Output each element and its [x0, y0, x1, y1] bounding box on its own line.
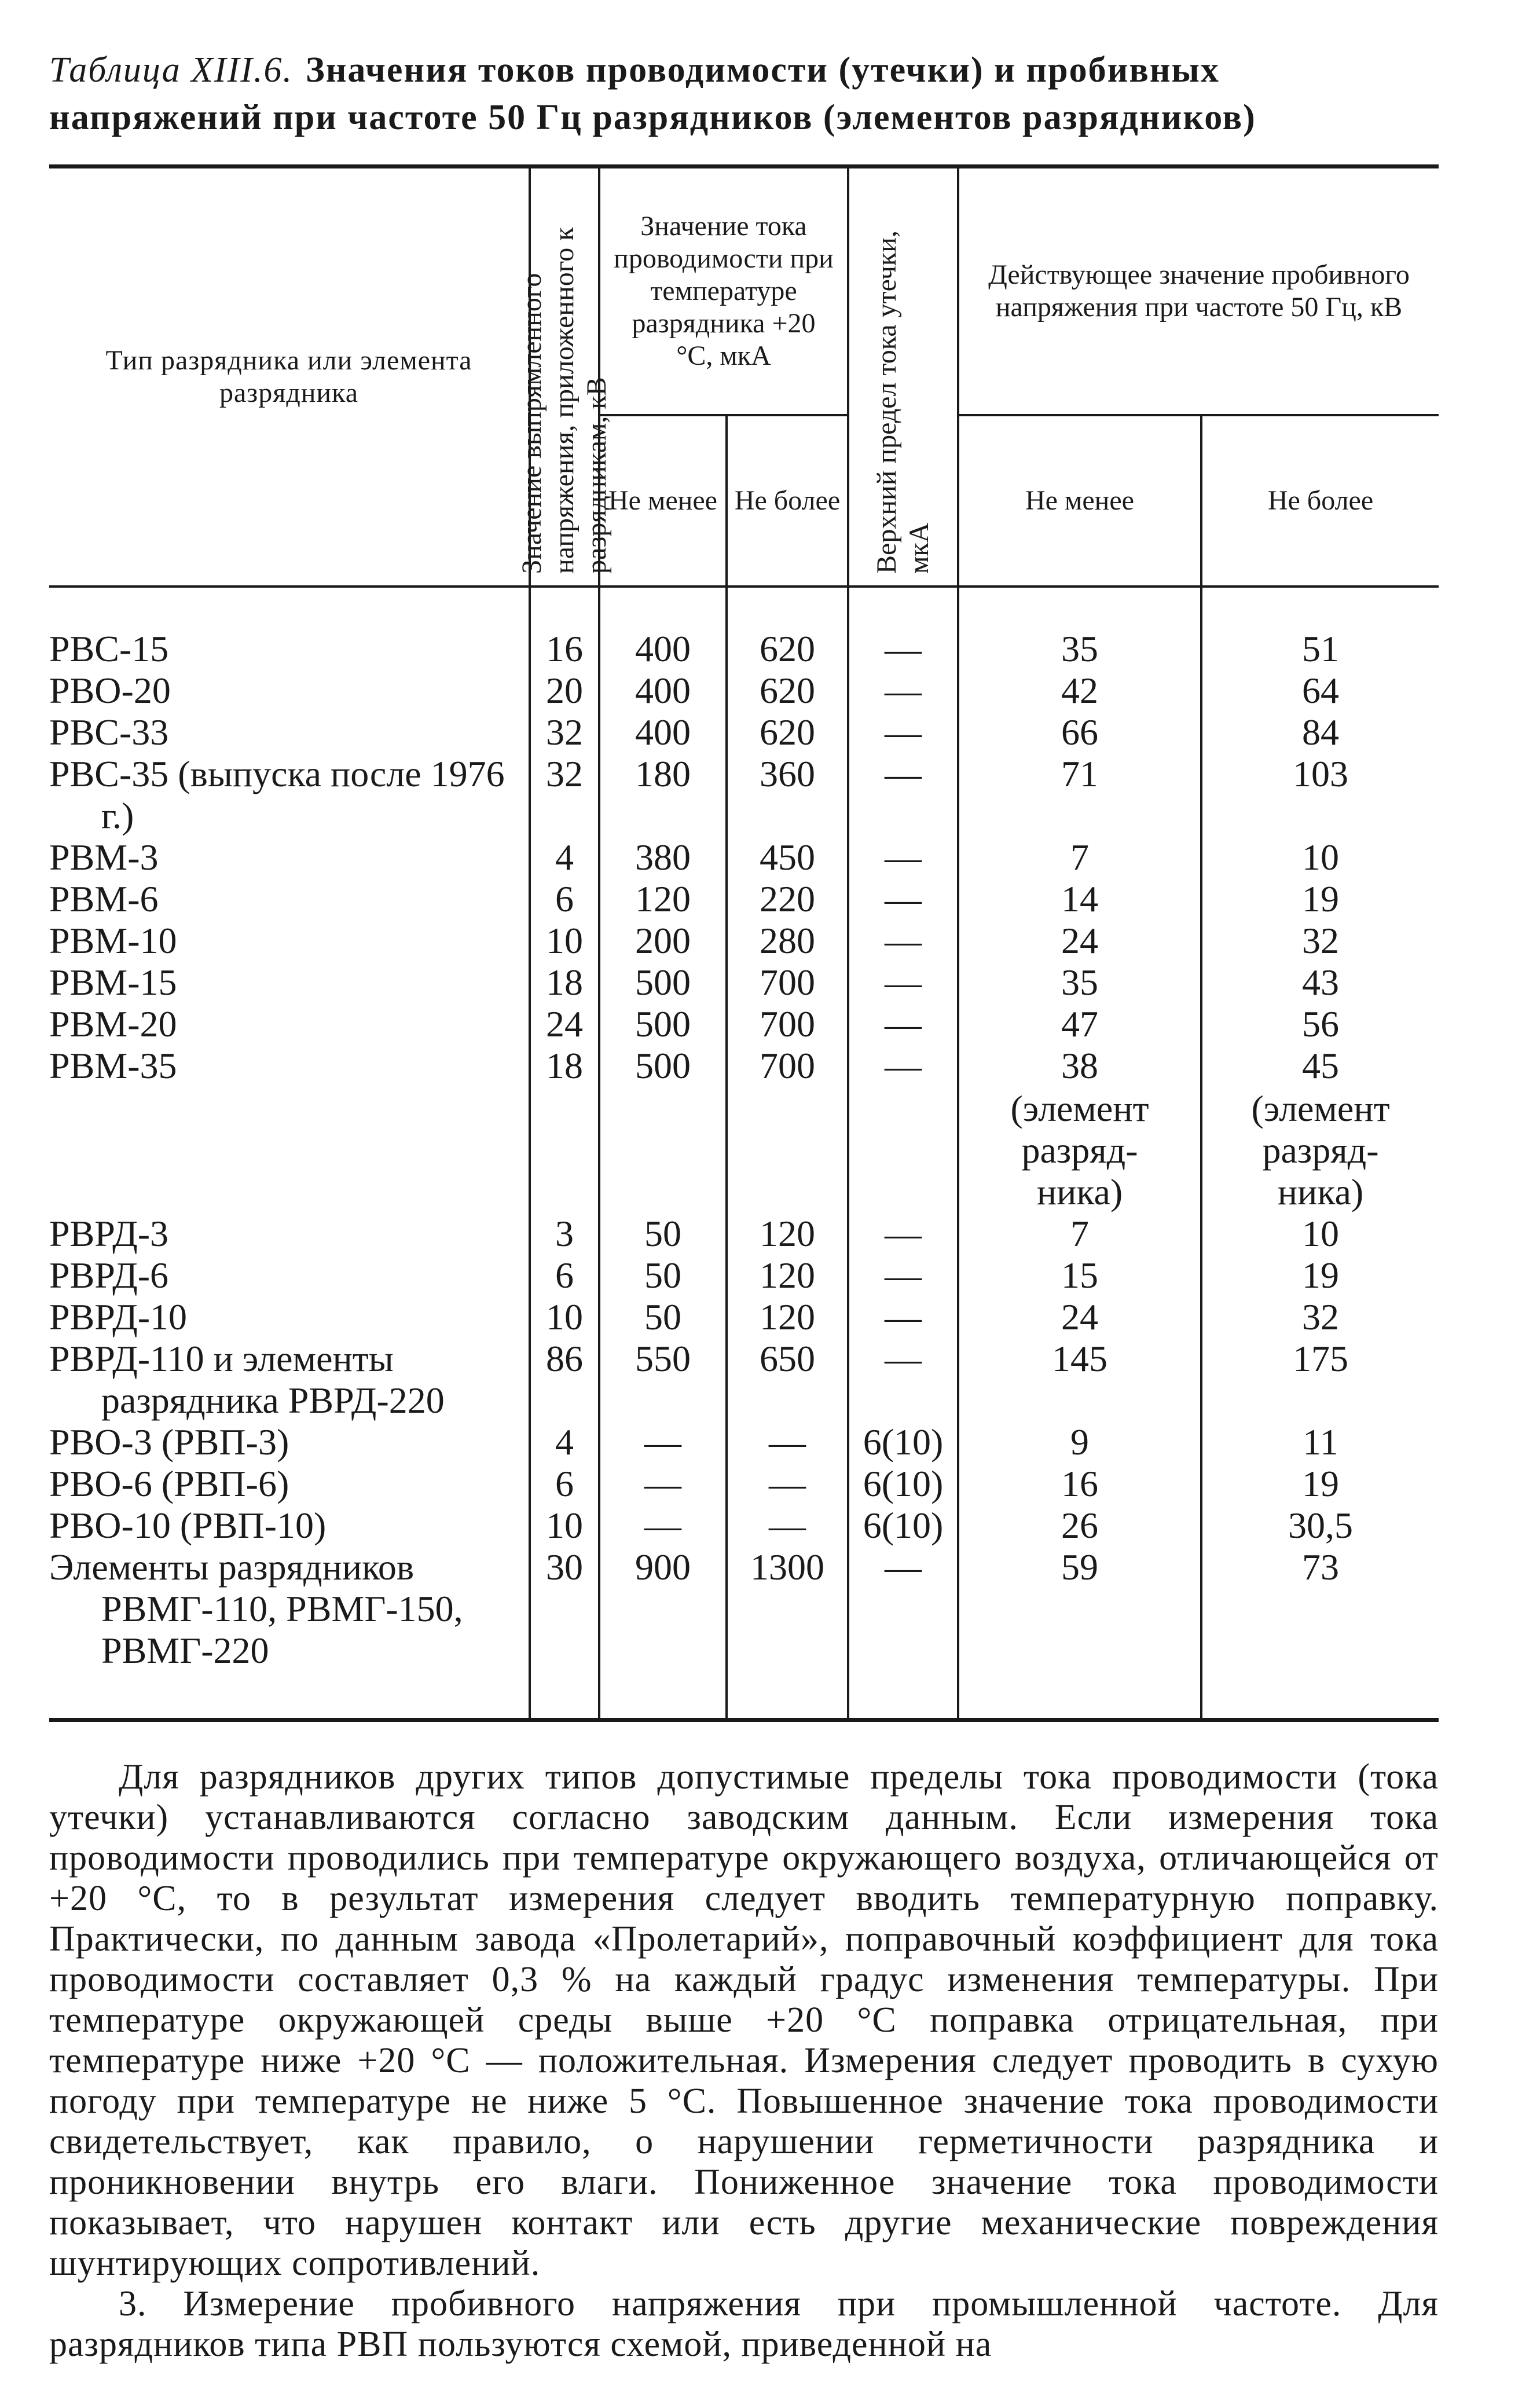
cell-value: —: [885, 670, 922, 711]
cell-voltage: [530, 837, 599, 878]
cell-breakdown-min: [958, 1045, 1201, 1213]
cell-value: 10: [546, 1296, 583, 1337]
table-row: [49, 962, 1439, 1003]
cell-leak-limit: [848, 878, 958, 920]
cell-current-min: [599, 1003, 727, 1045]
cell-current-min: [599, 587, 727, 670]
arrester-type-name: РВМ-15: [49, 962, 177, 1003]
cell-breakdown-max: [1201, 837, 1439, 878]
cell-breakdown-max: [1201, 920, 1439, 962]
cell-voltage: [530, 878, 599, 920]
arrester-type-name: РВО-6 (РВП-6): [49, 1463, 289, 1504]
cell-type: [49, 1045, 530, 1213]
cell-value: 32: [1302, 1296, 1339, 1337]
cell-value: 620: [760, 712, 815, 753]
cell-breakdown-max: [1201, 1255, 1439, 1296]
cell-value: 650: [760, 1338, 815, 1379]
cell-value: —: [644, 1463, 681, 1504]
cell-value: 120: [760, 1213, 815, 1254]
cell-current-min: [599, 878, 727, 920]
cell-value: 47: [1061, 1003, 1098, 1044]
cell-value: 10: [546, 920, 583, 961]
cell-value: 3: [555, 1213, 574, 1254]
arrester-type-name: РВМ-35: [49, 1045, 177, 1086]
cell-value: 9: [1070, 1421, 1089, 1463]
cell-value: 400: [635, 628, 691, 669]
cell-value: 15: [1061, 1255, 1098, 1296]
cell-voltage: [530, 753, 599, 837]
cell-current-max: [727, 1421, 848, 1463]
cell-current-max: [727, 920, 848, 962]
cell-current-max: [727, 1255, 848, 1296]
cell-value: 6: [555, 878, 574, 919]
cell-value: 24: [1061, 1296, 1098, 1337]
cell-voltage: [530, 712, 599, 753]
paragraph: 3. Измерение пробивного напряжения при промышленной частоте. Для разрядников типа РВП пользуются схемой, приведенной на: [49, 2284, 1439, 2364]
cell-current-min: [599, 1213, 727, 1255]
cell-breakdown-max: [1201, 670, 1439, 712]
table-row: [49, 1213, 1439, 1255]
cell-current-max: [727, 1213, 848, 1255]
cell-current-max: [727, 837, 848, 878]
cell-type: [49, 1338, 530, 1421]
cell-leak-limit: [848, 1296, 958, 1338]
cell-leak-limit: [848, 1255, 958, 1296]
cell-value: 7: [1070, 837, 1089, 878]
cell-type: [49, 1296, 530, 1338]
cell-breakdown-min: [958, 1338, 1201, 1421]
cell-value: 30,5: [1288, 1505, 1353, 1546]
arrester-type-name: РВО-10 (РВП-10): [49, 1505, 327, 1546]
cell-voltage: [530, 1546, 599, 1720]
cell-value: 32: [546, 753, 583, 794]
cell-current-max: [727, 712, 848, 753]
cell-value: 6: [555, 1463, 574, 1504]
cell-value: 200: [635, 920, 691, 961]
arrester-type-name: РВРД-6: [49, 1255, 169, 1296]
cell-breakdown-min: [958, 1003, 1201, 1045]
cell-type: [49, 878, 530, 920]
body-text: [49, 1757, 1439, 2365]
cell-type: [49, 753, 530, 837]
cell-current-min: [599, 670, 727, 712]
cell-value: 19: [1302, 1255, 1339, 1296]
cell-value: —: [644, 1505, 681, 1546]
cell-value: 35: [1061, 962, 1098, 1003]
table-number: Таблица XIII.6.: [49, 50, 293, 90]
cell-value: 59: [1061, 1546, 1098, 1588]
cell-current-max: [727, 587, 848, 670]
cell-type: [49, 670, 530, 712]
cell-voltage: [530, 1421, 599, 1463]
arrester-table: [49, 164, 1439, 1722]
cell-type: [49, 712, 530, 753]
cell-current-max: [727, 1463, 848, 1505]
cell-value: 32: [1302, 920, 1339, 961]
cell-value: 400: [635, 670, 691, 711]
cell-value: 175: [1293, 1338, 1348, 1379]
arrester-type-name: РВМ-20: [49, 1003, 177, 1044]
cell-value: —: [885, 1338, 922, 1379]
cell-breakdown-min: [958, 837, 1201, 878]
cell-breakdown-min: [958, 587, 1201, 670]
header-voltage: [516, 167, 612, 587]
cell-value: —: [885, 837, 922, 878]
table-row: [49, 587, 1439, 670]
cell-value: 38: [1061, 1045, 1098, 1086]
cell-breakdown-max: [1201, 1003, 1439, 1045]
cell-breakdown-min: [958, 1463, 1201, 1505]
cell-voltage: [530, 670, 599, 712]
cell-type: [49, 1463, 530, 1505]
cell-value: 550: [635, 1338, 691, 1379]
breakdown-note: (элемент разряд- ника): [1251, 1088, 1390, 1212]
cell-type: [49, 837, 530, 878]
cell-breakdown-min: [958, 1255, 1201, 1296]
cell-value: 180: [635, 753, 691, 794]
arrester-type-name: РВРД-110 и элементы разрядника РВРД-220: [49, 1338, 445, 1421]
table-row: [49, 1505, 1439, 1546]
cell-value: 51: [1302, 628, 1339, 669]
cell-value: 42: [1061, 670, 1098, 711]
cell-value: 400: [635, 712, 691, 753]
cell-breakdown-max: [1201, 878, 1439, 920]
cell-leak-limit: [848, 1003, 958, 1045]
cell-current-min: [599, 1421, 727, 1463]
header-leak-limit-text: Верхний предел тока утечки, мкА: [871, 230, 934, 574]
cell-voltage: [530, 962, 599, 1003]
cell-type: [49, 1255, 530, 1296]
cell-leak-limit: [848, 1421, 958, 1463]
header-current-max: Не более: [727, 415, 848, 587]
cell-value: 700: [760, 1045, 815, 1086]
table-caption: [49, 46, 1439, 141]
table-row: [49, 878, 1439, 920]
cell-value: 11: [1303, 1421, 1338, 1463]
cell-value: 26: [1061, 1505, 1098, 1546]
cell-leak-limit: [848, 670, 958, 712]
table-row: [49, 1003, 1439, 1045]
cell-leak-limit: [848, 712, 958, 753]
cell-breakdown-max: [1201, 753, 1439, 837]
header-breakdown-max: Не более: [1201, 415, 1439, 587]
cell-value: —: [885, 878, 922, 919]
table-row: [49, 1255, 1439, 1296]
arrester-type-name: РВС-33: [49, 712, 169, 753]
cell-breakdown-min: [958, 712, 1201, 753]
cell-leak-limit: [848, 962, 958, 1003]
cell-value: 500: [635, 1003, 691, 1044]
cell-value: —: [885, 712, 922, 753]
cell-value: —: [644, 1421, 681, 1463]
cell-breakdown-min: [958, 753, 1201, 837]
table-row: [49, 1045, 1439, 1213]
cell-value: 20: [546, 670, 583, 711]
cell-value: —: [885, 628, 922, 669]
cell-current-max: [727, 962, 848, 1003]
cell-value: —: [885, 962, 922, 1003]
cell-type: [49, 1546, 530, 1720]
cell-current-max: [727, 1338, 848, 1421]
cell-breakdown-max: [1201, 712, 1439, 753]
cell-value: 900: [635, 1546, 691, 1588]
cell-breakdown-max: [1201, 1546, 1439, 1720]
cell-value: 35: [1061, 628, 1098, 669]
table-title: Значения токов проводимости (утечки) и пробивных напряжений при частоте 50 Гц разрядников (элементов разрядников): [49, 50, 1256, 137]
cell-value: 71: [1061, 753, 1098, 794]
cell-value: 56: [1302, 1003, 1339, 1044]
header-leak-limit: [848, 167, 958, 587]
cell-breakdown-min: [958, 878, 1201, 920]
table-row: [49, 1338, 1439, 1421]
table-row: [49, 1296, 1439, 1338]
cell-breakdown-min: [958, 1296, 1201, 1338]
cell-value: 19: [1302, 878, 1339, 919]
cell-current-min: [599, 1296, 727, 1338]
cell-value: 6(10): [863, 1463, 944, 1504]
cell-current-min: [599, 1255, 727, 1296]
header-breakdown-group: Действующее значение пробивного напряжения при частоте 50 Гц, кВ: [958, 167, 1439, 415]
cell-current-min: [599, 1505, 727, 1546]
cell-breakdown-max: [1201, 1045, 1439, 1213]
cell-breakdown-max: [1201, 1421, 1439, 1463]
arrester-type-name: РВМ-6: [49, 878, 159, 919]
cell-breakdown-max: [1201, 962, 1439, 1003]
cell-value: 10: [546, 1505, 583, 1546]
cell-leak-limit: [848, 837, 958, 878]
cell-type: [49, 1421, 530, 1463]
table-row: [49, 753, 1439, 837]
document-page: [49, 46, 1439, 2365]
cell-value: 86: [546, 1338, 583, 1379]
cell-value: 10: [1302, 837, 1339, 878]
cell-value: 16: [1061, 1463, 1098, 1504]
cell-current-max: [727, 1505, 848, 1546]
cell-leak-limit: [848, 1463, 958, 1505]
cell-value: 24: [546, 1003, 583, 1044]
arrester-type-name: РВРД-3: [49, 1213, 169, 1254]
arrester-type-name: РВО-20: [49, 670, 171, 711]
table-row: [49, 670, 1439, 712]
cell-breakdown-max: [1201, 1213, 1439, 1255]
cell-current-min: [599, 1045, 727, 1213]
cell-leak-limit: [848, 587, 958, 670]
cell-value: —: [769, 1421, 806, 1463]
cell-value: 50: [644, 1213, 681, 1254]
cell-current-min: [599, 962, 727, 1003]
cell-value: 10: [1302, 1213, 1339, 1254]
arrester-type-name: Элементы разрядников РВМГ-110, РВМГ-150, РВМГ-220: [49, 1546, 463, 1671]
table-row: [49, 837, 1439, 878]
header-breakdown-min: Не менее: [958, 415, 1201, 587]
table-row: [49, 920, 1439, 962]
cell-current-min: [599, 837, 727, 878]
table-row: [49, 1463, 1439, 1505]
cell-breakdown-min: [958, 962, 1201, 1003]
table-row: [49, 712, 1439, 753]
cell-breakdown-max: [1201, 1463, 1439, 1505]
cell-breakdown-min: [958, 670, 1201, 712]
cell-current-max: [727, 1546, 848, 1720]
cell-type: [49, 1003, 530, 1045]
cell-breakdown-max: [1201, 1505, 1439, 1546]
cell-type: [49, 1213, 530, 1255]
cell-type: [49, 587, 530, 670]
cell-value: 73: [1302, 1546, 1339, 1588]
cell-type: [49, 962, 530, 1003]
cell-value: 220: [760, 878, 815, 919]
cell-current-min: [599, 920, 727, 962]
cell-value: 64: [1302, 670, 1339, 711]
cell-voltage: [530, 1463, 599, 1505]
cell-leak-limit: [848, 1338, 958, 1421]
cell-voltage: [530, 1045, 599, 1213]
cell-value: 45: [1302, 1045, 1339, 1086]
cell-voltage: [530, 1255, 599, 1296]
cell-leak-limit: [848, 1213, 958, 1255]
cell-voltage: [530, 1338, 599, 1421]
cell-current-min: [599, 1338, 727, 1421]
cell-value: 4: [555, 1421, 574, 1463]
cell-value: 43: [1302, 962, 1339, 1003]
cell-current-min: [599, 1463, 727, 1505]
table-row: [49, 1546, 1439, 1720]
cell-breakdown-min: [958, 1546, 1201, 1720]
arrester-type-name: РВС-15: [49, 628, 169, 669]
cell-value: 18: [546, 1045, 583, 1086]
cell-leak-limit: [848, 1505, 958, 1546]
cell-value: 1300: [750, 1546, 824, 1588]
header-current-group: Значение тока проводимости при температуре разрядника +20 °С, мкА: [599, 167, 848, 415]
cell-current-max: [727, 670, 848, 712]
arrester-type-name: РВМ-3: [49, 837, 159, 878]
cell-current-max: [727, 753, 848, 837]
cell-value: —: [885, 1546, 922, 1588]
cell-value: 620: [760, 670, 815, 711]
cell-leak-limit: [848, 1546, 958, 1720]
cell-value: 84: [1302, 712, 1339, 753]
cell-value: —: [885, 920, 922, 961]
cell-voltage: [530, 920, 599, 962]
cell-value: 120: [760, 1296, 815, 1337]
cell-breakdown-min: [958, 1213, 1201, 1255]
arrester-type-name: РВРД-10: [49, 1296, 188, 1337]
cell-value: 19: [1302, 1463, 1339, 1504]
cell-current-max: [727, 1045, 848, 1213]
arrester-type-name: РВО-3 (РВП-3): [49, 1421, 289, 1463]
table-row: [49, 1421, 1439, 1463]
cell-value: 450: [760, 837, 815, 878]
cell-value: 6: [555, 1255, 574, 1296]
cell-leak-limit: [848, 753, 958, 837]
cell-value: 6(10): [863, 1505, 944, 1546]
cell-value: —: [769, 1505, 806, 1546]
cell-breakdown-min: [958, 1505, 1201, 1546]
cell-voltage: [530, 1213, 599, 1255]
arrester-type-name: РВМ-10: [49, 920, 177, 961]
cell-value: —: [885, 1045, 922, 1086]
cell-value: 700: [760, 1003, 815, 1044]
breakdown-note: (элемент разряд- ника): [1010, 1088, 1149, 1212]
cell-value: 620: [760, 628, 815, 669]
cell-value: —: [885, 1255, 922, 1296]
cell-leak-limit: [848, 1045, 958, 1213]
cell-breakdown-max: [1201, 1296, 1439, 1338]
cell-value: —: [885, 753, 922, 794]
cell-value: 120: [635, 878, 691, 919]
cell-voltage: [530, 1003, 599, 1045]
cell-value: 500: [635, 962, 691, 1003]
cell-value: 103: [1293, 753, 1348, 794]
cell-value: 32: [546, 712, 583, 753]
cell-current-min: [599, 712, 727, 753]
cell-value: —: [769, 1463, 806, 1504]
cell-value: 700: [760, 962, 815, 1003]
cell-value: 16: [546, 628, 583, 669]
cell-value: 4: [555, 837, 574, 878]
cell-current-max: [727, 878, 848, 920]
cell-value: 145: [1052, 1338, 1107, 1379]
cell-value: 6(10): [863, 1421, 944, 1463]
cell-value: 24: [1061, 920, 1098, 961]
cell-value: 18: [546, 962, 583, 1003]
paragraph: Для разрядников других типов допустимые пределы тока проводимости (тока утечки) устанавливаются согласно заводским данным. Если измерения тока проводимости проводились при температуре окружающего воздуха, отличающейся от +20 °С, то в результат измерения следует вводить температурную поправку. Практически, по данным завода «Пролетарий», поправочный коэффициент для тока проводимости составляет 0,3 % на каждый градус изменения температуры. При температуре окружающей среды выше +20 °С поправка отрицательная, при температуре ниже +20 °С — положительная. Измерения следует проводить в сухую погоду при температуре не ниже 5 °С. Повышенное значение тока проводимости свидетельствует, как правило, о нарушении герметичности разрядника и проникновении внутрь его влаги. Пониженное значение тока проводимости показывает, что нарушен контакт или есть другие механические повреждения шунтирующих сопротивлений.: [49, 1757, 1439, 2283]
cell-value: 280: [760, 920, 815, 961]
cell-breakdown-max: [1201, 1338, 1439, 1421]
arrester-type-name: РВС-35 (выпуска после 1976 г.): [49, 753, 505, 836]
cell-value: 380: [635, 837, 691, 878]
header-voltage-text: Значение выпрямленного напряжения, приложенного к разрядникам, кВ: [516, 227, 612, 574]
cell-value: 30: [546, 1546, 583, 1588]
cell-current-min: [599, 1546, 727, 1720]
cell-value: 360: [760, 753, 815, 794]
cell-current-max: [727, 1296, 848, 1338]
cell-value: 50: [644, 1255, 681, 1296]
cell-value: —: [885, 1296, 922, 1337]
cell-voltage: [530, 587, 599, 670]
cell-value: 50: [644, 1296, 681, 1337]
cell-breakdown-min: [958, 920, 1201, 962]
header-current-min: Не менее: [599, 415, 727, 587]
cell-current-max: [727, 1003, 848, 1045]
header-type: Тип разрядника или элемента разрядника: [49, 167, 530, 587]
cell-value: —: [885, 1003, 922, 1044]
cell-current-min: [599, 753, 727, 837]
cell-value: —: [885, 1213, 922, 1254]
cell-value: 14: [1061, 878, 1098, 919]
cell-voltage: [530, 1505, 599, 1546]
cell-value: 120: [760, 1255, 815, 1296]
cell-value: 500: [635, 1045, 691, 1086]
cell-value: 66: [1061, 712, 1098, 753]
cell-type: [49, 920, 530, 962]
cell-breakdown-max: [1201, 587, 1439, 670]
cell-value: 7: [1070, 1213, 1089, 1254]
cell-leak-limit: [848, 920, 958, 962]
table-body: [49, 587, 1439, 1720]
cell-breakdown-min: [958, 1421, 1201, 1463]
cell-type: [49, 1505, 530, 1546]
cell-voltage: [530, 1296, 599, 1338]
